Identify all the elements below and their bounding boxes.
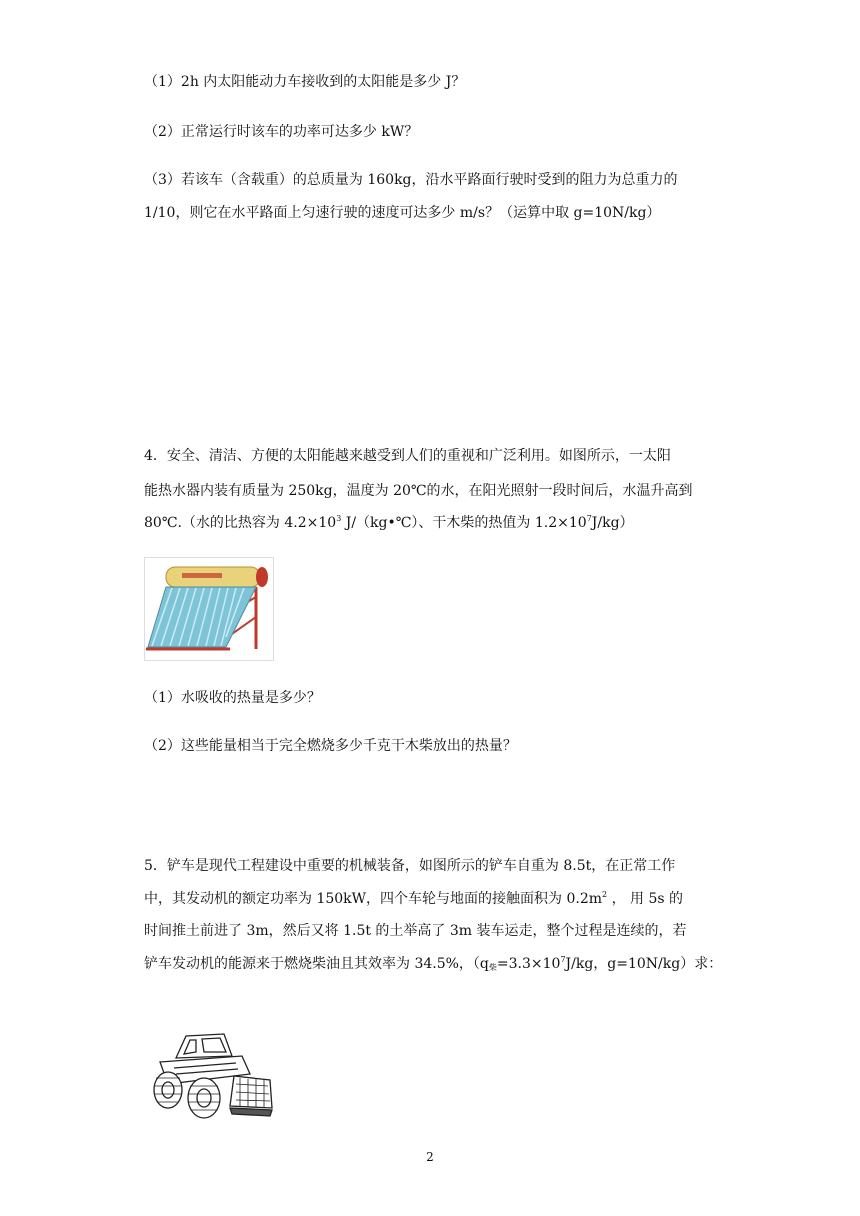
solar-water-heater-image — [144, 557, 274, 661]
q5-line3: 时间推土前进了 3m，然后又将 1.5t 的土举高了 3m 装车运走，整个过程是连续的，若 — [144, 923, 687, 939]
q3-sub3-line2: 1/10，则它在水平路面上匀速行驶的速度可达多少 m/s？（运算中取 g=10N/kg） — [144, 205, 661, 221]
q4-line1: 4．安全、清洁、方便的太阳能越来越受到人们的重视和广泛利用。如图所示，一太阳 — [144, 448, 671, 464]
q3-sub1: （1）2h 内太阳能动力车接收到的太阳能是多少 J？ — [144, 74, 466, 90]
page-number: 2 — [426, 1150, 434, 1164]
q5-line1: 5．铲车是现代工程建设中重要的机械装备，如图所示的铲车自重为 8.5t，在正常工作 — [144, 858, 676, 874]
q4-sub1: （1）水吸收的热量是多少？ — [144, 690, 321, 706]
q4-sub2: （2）这些能量相当于完全燃烧多少千克干木柴放出的热量？ — [144, 738, 517, 754]
loader-truck-image — [146, 1028, 276, 1122]
q5-line4: 铲车发动机的能源来于燃烧柴油且其效率为 34.5%，（$q_柴=3.3\times 10^7J/kg$，g=10N/kg）求： — [144, 955, 723, 972]
q5-line2: 中，其发动机的额定功率为 150kW，四个车轮与地面的接触面积为 $0.2m^2$ ， 用 5s 的 — [144, 890, 684, 907]
q4-line2: 能热水器内装有质量为 250kg，温度为 20℃的水，在阳光照射一段时间后，水温升高到 — [144, 483, 693, 499]
q4-line3: 80℃.（水的比热容为 $4.2\times 10^3$ J/（kg•℃）、干木柴的热值为 $1.2\times 10^7J/kg$） — [144, 514, 634, 531]
q3-sub2: （2）正常运行时该车的功率可达多少 kW？ — [144, 124, 419, 140]
q3-sub3-line1: （3）若该车（含载重）的总质量为 160kg，沿水平路面行驶时受到的阻力为总重力的 — [144, 172, 678, 188]
